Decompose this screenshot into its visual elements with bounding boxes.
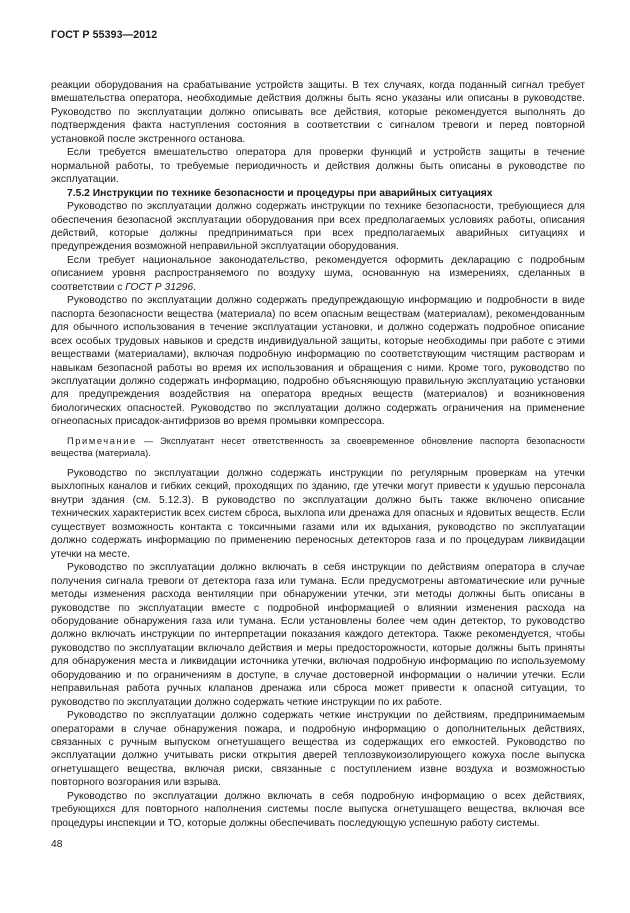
paragraph: Руководство по эксплуатации должно включать в себя инструкции по действиям оператора в случае получения сигнала тревоги от детектора газа или тумана. Если предусмотрены автоматические или ручные методы изменения расхода вентиляции при обнаружении утечки, эти методы должны быть описаны в руководстве по эксплуатации вместе с подробной информацией о влиянии изменения расхода на оборудование обнаружения газа или тумана. Если установлены более чем один детектор, то руководство должно включать инструкции по интерпретации показания каждого детектора. Также рекомендуется, чтобы руководство по эксплуатации включало действия и меры предосторожности, которые должны быть приняты для обнаружения места и ликвидации источника утечки, включая подробную информацию по используемому оборудованию и по ограничениям в доступе, в случае достоверной информации о наличии утечки. Если неправильная работа ручных клапанов дренажа или сброса может привести к опасной ситуации, то руководство по эксплуатации должно содержать четкие инструкции по их работе. <box>51 562 585 708</box>
paragraph: Руководство по эксплуатации должно содержать инструкции по регулярным проверкам на утечки выхлопных каналов и гибких секций, проходящих по зданию, где утечки могут привести к удушью персонала внутри здания (см. 5.12.3). В руководство по эксплуатации должно быть также включено описание технических характеристик всех систем сброса, выхлопа или дренажа для опасных и ядовитых веществ. Если существует возможность контакта с токсичными газами или их вдыхания, руководство по эксплуатации должно содержать информацию по применению переносных детекторов газа и по процедурам ликвидации утечки на месте. <box>51 467 585 560</box>
note-label: Примечание <box>67 435 137 446</box>
paragraph-continuation: реакции оборудования на срабатывание устройств защиты. В тех случаях, когда поданный сигнал требует вмешательства оператора, необходимые действия должны быть ясно указаны или описаны в руководстве. Руководство по эксплуатации должно описывать все действия, которые рекомендуется выполнять до подтверждения факта наступления состояния в соответствии с сигналом тревоги и перед повторной установкой после экстренного останова. <box>51 80 585 145</box>
document-header: ГОСТ Р 55393—2012 <box>51 29 158 41</box>
section-heading: 7.5.2 Инструкции по технике безопасности и процедуры при аварийных ситуациях <box>67 187 493 199</box>
note <box>51 435 585 460</box>
paragraph: Руководство по эксплуатации должно содержать инструкции по технике безопасности, требующиеся для обеспечения безопасной эксплуатации оборудования при всех предполагаемых условиях работы, описания действий, которые должны предприниматься при всех предполагаемых аварийных ситуациях и предупреждения возможной неправильной эксплуатации оборудования. <box>51 201 585 253</box>
paragraph: Руководство по эксплуатации должно содержать предупреждающую информацию и подробности в виде паспорта безопасности вещества (материала) по всем опасным веществам (материалам), рекомендованным для обычного использования в течение эксплуатации установки, и должно содержать подробное описание всех особых трудовых навыков и средств индивидуальной защиты, которые необходимы при работе с этими веществами (материалами), включая подробную информацию по соответствующим чистящим растворам и навыкам безопасной работы во время их использования и обращения с ними. Кроме того, руководство по эксплуатации должно содержать информацию, подробно объясняющую правильную эксплуатацию установки для предупреждения воздействия на оператора вредных веществ (материалов) и возникновения биологических опасностей. Руководство по эксплуатации должно содержать ограничения на применение огнеопасных присадок-антифризов во время промывки компрессора. <box>51 295 585 428</box>
paragraph: Руководство по эксплуатации должно содержать четкие инструкции по действиям, предпринимаемым операторами в случае обнаружения пожара, и подробную информацию о дополнительных действиях, связанных с ручным выпуском огнетушащего вещества из содержащих его емкостей. Руководство по эксплуатации должно учитывать риски открытия дверей теплозвукоизолирующего кожуха после выпуска огнетушащего вещества, включая риски, связанные с поступлением извне воздуха и возможностью повторного возгорания или взрыва. <box>51 710 585 789</box>
document-body <box>51 79 585 830</box>
paragraph-with-reference <box>51 254 585 294</box>
paragraph: Если требуется вмешательство оператора для проверки функций и устройств защиты в течение нормальной работы, то требуемые периодичность и действия должны быть описаны в руководстве по эксплуатации. <box>51 147 585 186</box>
note-text: — Эксплуатант несет ответственность за своевременное обновление паспорта безопасности вещества (материала). <box>51 435 585 459</box>
paragraph-text: Если требует национальное законодательство, рекомендуется оформить декларацию с подробным описанием уровня распространяемого по воздуху шума, основанную на измерениях, сделанных в соответствии с <box>51 254 585 293</box>
standard-reference: ГОСТ Р 31296 <box>125 281 194 293</box>
page-number: 48 <box>51 839 63 850</box>
paragraph-text-end: . <box>193 281 197 293</box>
paragraph: Руководство по эксплуатации должно включать в себя подробную информацию о всех действиях, требующихся для повторного наполнения системы после выпуска огнетушащего вещества, включая все процедуры инспекции и ТО, которые должны обеспечивать последующую успешную работу системы. <box>51 790 585 829</box>
